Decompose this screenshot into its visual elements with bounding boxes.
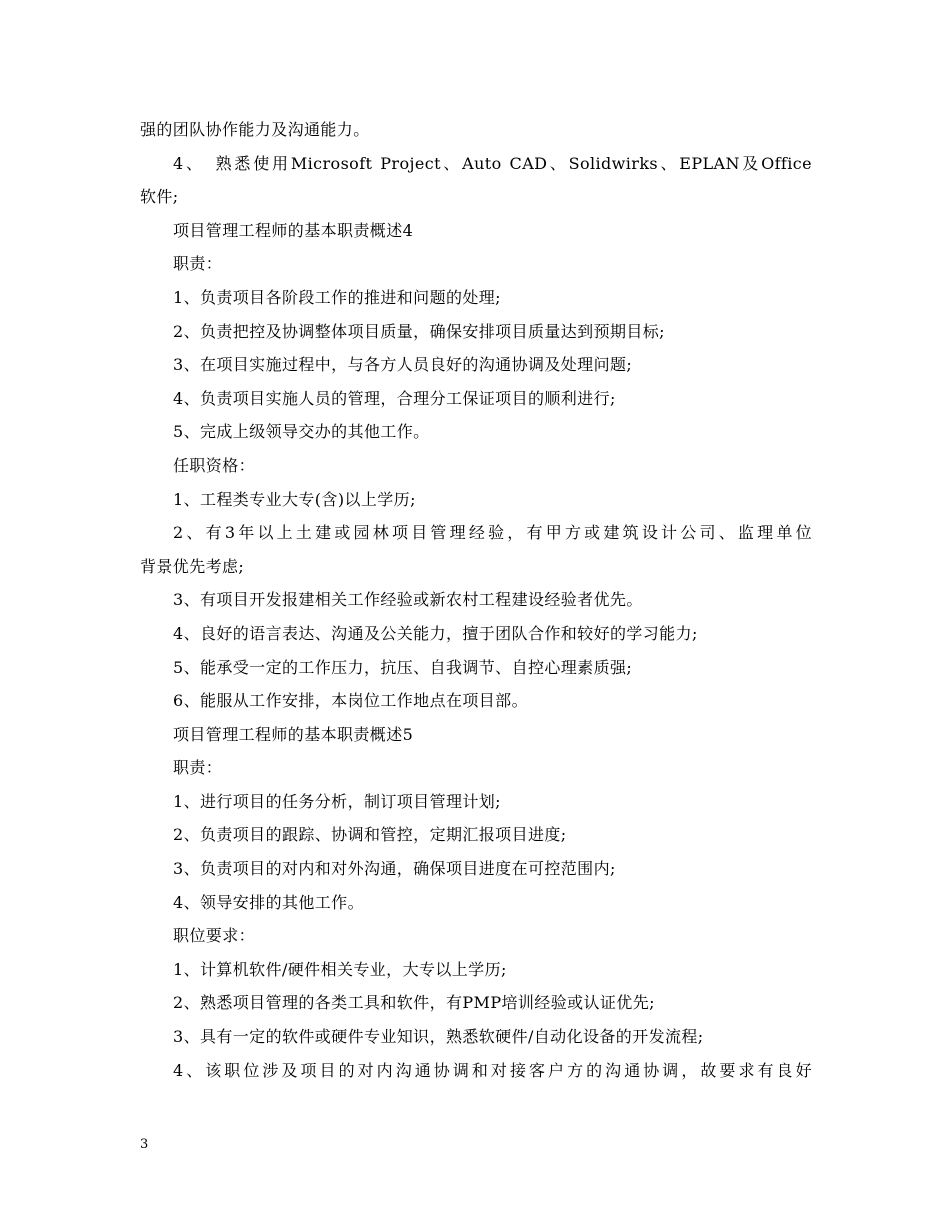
- text-line: 职位要求：: [173, 926, 256, 946]
- text-line: 2、熟悉项目管理的各类工具和软件，有PMP培训经验或认证优先;: [173, 993, 655, 1013]
- text-line: 4、良好的语言表达、沟通及公关能力，擅于团队合作和较好的学习能力;: [173, 623, 698, 643]
- text-line: 1、计算机软件/硬件相关专业，大专以上学历;: [173, 959, 507, 979]
- text-line: 项目管理工程师的基本职责概述5: [173, 724, 414, 744]
- text-line: 4、领导安排的其他工作。: [173, 892, 364, 912]
- page-number: 3: [140, 1137, 149, 1152]
- text-line: 1、工程类专业大专(含)以上学历;: [173, 489, 416, 509]
- text-line: 4、 熟悉使用Microsoft Project、Auto CAD、Solidwirks、EPLAN及Office: [173, 153, 812, 173]
- text-line: 项目管理工程师的基本职责概述4: [173, 220, 414, 240]
- text-line: 6、能服从工作安排，本岗位工作地点在项目部。: [173, 691, 528, 711]
- text-line: 强的团队协作能力及沟通能力。: [140, 120, 370, 139]
- text-line: 3、具有一定的软件或硬件专业知识，熟悉软硬件/自动化设备的开发流程;: [173, 1027, 704, 1047]
- text-line: 2、负责把控及协调整体项目质量，确保安排项目质量达到预期目标;: [173, 321, 665, 341]
- text-line: 背景优先考虑;: [140, 556, 245, 576]
- text-line: 1、负责项目各阶段工作的推进和问题的处理;: [173, 287, 501, 307]
- text-line: 5、完成上级领导交办的其他工作。: [173, 422, 430, 442]
- text-line: 3、有项目开发报建相关工作经验或新农村工程建设经验者优先。: [173, 590, 643, 610]
- text-line: 2、有3年以上土建或园林项目管理经验，有甲方或建筑设计公司、监理单位: [173, 523, 812, 543]
- text-line: 4、该职位涉及项目的对内沟通协调和对接客户方的沟通协调，故要求有良好: [173, 1060, 812, 1080]
- text-line: 职责：: [173, 758, 223, 778]
- text-line: 2、负责项目的跟踪、协调和管控，定期汇报项目进度;: [173, 825, 567, 845]
- text-line: 任职资格：: [173, 455, 256, 475]
- text-line: 职责：: [173, 254, 223, 274]
- text-line: 1、进行项目的任务分析，制订项目管理计划;: [173, 791, 501, 811]
- text-line: 3、在项目实施过程中，与各方人员良好的沟通协调及处理问题;: [173, 355, 633, 375]
- text-line: 4、负责项目实施人员的管理，合理分工保证项目的顺利进行;: [173, 388, 616, 408]
- document-body: [140, 113, 812, 1087]
- text-line: 5、能承受一定的工作压力，抗压、自我调节、自控心理素质强;: [173, 657, 633, 677]
- text-line: 软件;: [140, 187, 179, 207]
- text-line: 3、负责项目的对内和对外沟通，确保项目进度在可控范围内;: [173, 859, 616, 879]
